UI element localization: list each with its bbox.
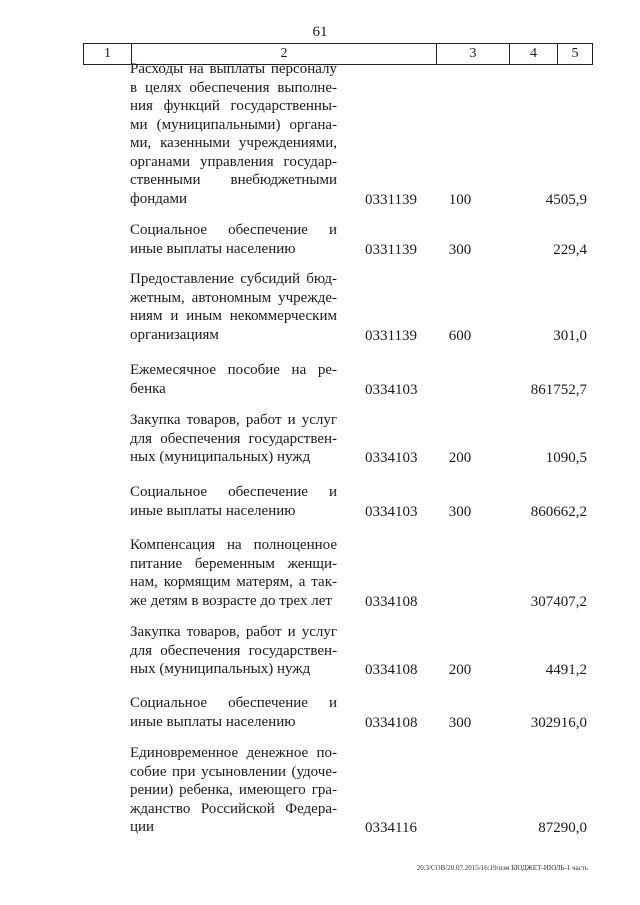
row-description [130, 60, 337, 208]
expense-type-code: 300 [448, 503, 472, 520]
row-description [130, 411, 337, 467]
page-number: 61 [312, 24, 328, 40]
description-line: ния функций государственны- [130, 98, 337, 114]
expense-type-code: 100 [448, 191, 472, 208]
target-article-code: 0334108 [365, 593, 418, 610]
amount-value: 302916,0 [530, 714, 587, 731]
description-line: Закупка товаров, работ и услуг [130, 624, 337, 640]
amount-value: 4505,9 [545, 191, 587, 208]
description-line: Социальное обеспечение и [130, 695, 337, 711]
description-line: иные выплаты населению [130, 713, 296, 730]
description-line: нам, кормящим матерям, а так- [130, 574, 337, 590]
target-article-code: 0331139 [365, 327, 417, 344]
description-line: фондами [130, 190, 188, 207]
amount-value: 87290,0 [538, 820, 587, 836]
amount-value: 307407,2 [530, 593, 587, 610]
expense-type-code: 600 [448, 327, 472, 344]
description-line: организациям [130, 326, 219, 343]
description-line: в целях обеспечения выполне- [130, 79, 337, 96]
header-col-5: 5 [557, 44, 593, 64]
description-line: ственными внебюджетными [130, 172, 337, 188]
expense-type-code: 200 [448, 662, 472, 678]
description-line: иные выплаты населению [130, 502, 296, 519]
target-article-code: 0334103 [365, 381, 418, 398]
target-article-code: 0334116 [365, 820, 417, 836]
description-line: Социальное обеспечение и [130, 484, 337, 500]
description-line: питание беременным женщи- [130, 555, 337, 572]
header-col-3: 3 [436, 44, 509, 64]
amount-value: 1090,5 [545, 450, 587, 466]
description-line: бенка [130, 380, 166, 397]
description-line: органами управления государ- [130, 153, 337, 170]
row-description [130, 270, 337, 344]
target-article-code: 0334108 [365, 714, 418, 731]
description-line: ных (муниципальных) нужд [130, 449, 311, 465]
row-description [130, 221, 337, 258]
amount-value: 301,0 [553, 327, 587, 344]
description-line: ми, казенными учреждениями, [130, 135, 337, 151]
description-line: Предоставление субсидий бюд- [130, 271, 337, 287]
target-article-code: 0334103 [365, 450, 418, 466]
description-line: для обеспечения государствен- [130, 642, 337, 659]
description-line: жданство Российской Федера- [130, 800, 337, 817]
expense-type-code: 300 [448, 714, 472, 731]
target-article-code: 0331139 [365, 241, 417, 258]
header-col-1: 1 [83, 44, 131, 64]
description-line: ных (муниципальных) нужд [130, 661, 311, 677]
description-line: Компенсация на полноценное [130, 537, 337, 553]
description-line: Социальное обеспечение и [130, 222, 337, 238]
header-col-4: 4 [509, 44, 557, 64]
description-line: ниям и иным некоммерческим [130, 308, 337, 324]
amount-value: 860662,2 [530, 503, 587, 520]
description-line: ции [130, 819, 155, 835]
amount-value: 4491,2 [545, 662, 587, 678]
description-line: собие при усыновлении (удоче- [130, 763, 337, 780]
description-line: рении) ребенка, имеющего гра- [130, 782, 337, 798]
description-line: Ежемесячное пособие на ре- [130, 362, 337, 378]
description-line: же детям в возрасте до трех лет [130, 592, 332, 609]
row-description [130, 536, 337, 610]
description-line: ми (муниципальными) органа- [130, 116, 337, 133]
description-line: для обеспечения государствен- [130, 430, 337, 447]
description-line: Закупка товаров, работ и услуг [130, 412, 337, 428]
expense-type-code: 200 [448, 450, 472, 466]
description-line: Единовременное денежное по- [130, 745, 337, 761]
amount-value: 229,4 [553, 241, 587, 258]
footer-note: 20.3/СОВ/20.07.2015/16:19/изм БЮДЖЕТ-ИЮЛЬ-1 часть [416, 864, 588, 872]
description-line: иные выплаты населению [130, 240, 296, 257]
description-line: Расходы на выплаты персоналу [130, 61, 337, 77]
expense-type-code: 300 [448, 241, 472, 258]
row-description [130, 744, 337, 837]
header-col-2: 2 [131, 44, 436, 64]
row-description [130, 361, 337, 398]
target-article-code: 0334108 [365, 662, 418, 678]
row-description [130, 623, 337, 679]
target-article-code: 0334103 [365, 503, 418, 520]
description-line: жетным, автономным учрежде- [130, 289, 337, 306]
amount-value: 861752,7 [530, 381, 587, 398]
row-description [130, 694, 337, 731]
target-article-code: 0331139 [365, 191, 417, 208]
row-description [130, 483, 337, 520]
